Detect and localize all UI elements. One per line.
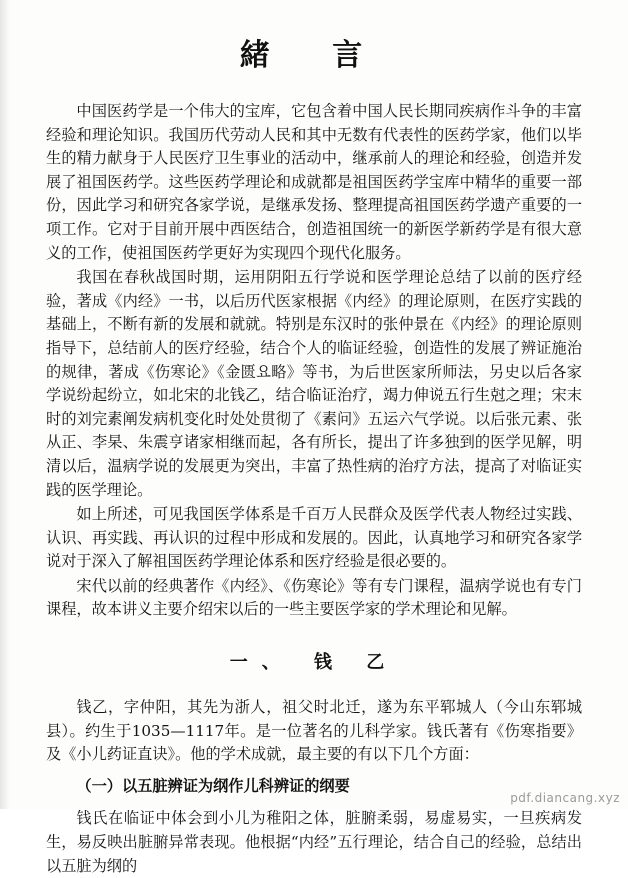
paragraph: 钱氏在临证中体会到小儿为稚阳之体，脏腑柔弱，易虚易实，一旦疾病发生，易反映出脏腑异常表现。他根据“内经”五行理论，结合自己的经验，总结出以五脏为纲的: [46, 809, 582, 875]
paragraph: 我国在春秋战国时期，运用阴阳五行学说和医学理论总结了以前的医疗经验，著成《内经》一书，以后历代医家根据《内经》的理论原则，在医疗实践的基础上，不断有新的发展和就就。特别是东汉时的张仲景在《内经》的理论原则指导下，总结前人的医疗经验，结合个人的临证经验，创造性的发展了辨证施治的规律，著成《伤寒论》《金匮요略》等书，为后世医家所师法，另史以后各家学说纷起纷立，如北宋的北钱乙，结合临证治疗，竭力伸说五行生尅之理；宋末时的刘完素阐发病机变化时处处贯彻了《素问》五运六气学说。以后张元素、张从正、李杲、朱震亨诸家相继而起，各有所长，提出了许多独到的医学见解，明清以后，温病学说的发展更为突出，丰富了热性病的治疗方法，提高了对临证实践的医学理论。: [46, 268, 582, 499]
page-title: 緒 言: [239, 38, 389, 73]
paragraph: 如上所述，可见我国医学体系是千百万人民群众及医学代表人物经过实践、认识、再实践、再认识的过程中形成和发展的。因此，认真地学习和研究各家学说对于深入了解祖国医药学理论体系和医疗经验是很必要的。: [46, 505, 582, 571]
intro-body: [46, 92, 582, 622]
subsection-body: [46, 799, 582, 878]
paragraph: 中国医药学是一个伟大的宝库，它包含着中国人民长期同疾病作斗争的丰富经验和理论知识。我国历代劳动人民和其中无数有代表性的医药学家，他们以毕生的精力献身于人民医疗卫生事业的活动中，继承前人的理论和经验，创造并发展了祖国医药学。这些医药学理论和成就都是祖国医药学宝库中精华的重要一部份，因此学习和研究各家学说，是继承发扬、整理提高祖国医药学遗产重要的一项工作。它对于目前开展中西医结合，创造祖国统一的新医学新药学是有很大意义的工作，使祖国医药学更好为实现四个现代化服务。: [46, 102, 582, 262]
paragraph: 宋代以前的经典著作《内经》、《伤寒论》等有专门课程，温病学说也有专门课程，故本讲义主要介绍宋以后的一些主要医学家的学术理论和见解。: [46, 576, 582, 619]
page-gutter-shadow: [0, 0, 10, 809]
section-body: [46, 688, 582, 767]
subsection-heading: （一）以五脏辨证为纲作儿科辨证的纲要: [76, 776, 350, 795]
section-heading: 一、 钱 乙: [229, 652, 399, 674]
watermark: pdf.diancang.xyz: [510, 791, 620, 805]
paragraph: 钱乙，字仲阳，其先为浙人，祖父时北迁，遂为东平郓城人（今山东郓城县）。约生于1035—1117年。是一位著名的儿科学家。钱氏著有《伤寒指要》及《小儿药证直诀》。他的学术成就，最主要的有以下几个方面：: [46, 698, 582, 764]
